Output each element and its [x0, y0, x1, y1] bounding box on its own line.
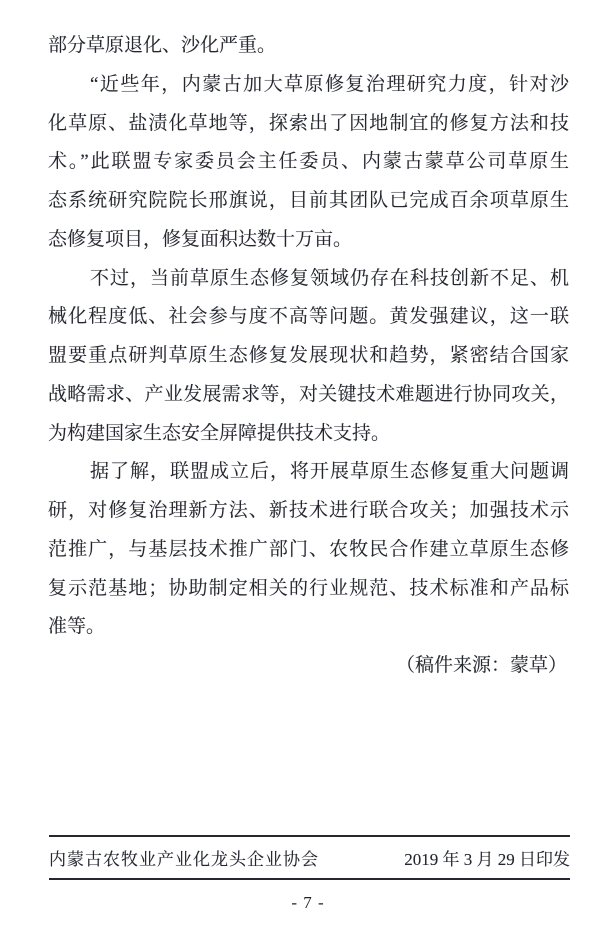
- text-line: 准等。: [48, 616, 106, 638]
- text-line: “近些年，内蒙古加大草原修复治理研究力度，针对沙: [90, 73, 569, 95]
- attribution-line: （稿件来源：蒙草）: [395, 655, 567, 676]
- footer-print-date: 2019 年 3 月 29 日印发: [404, 850, 570, 869]
- text-line: 研，对修复治理新方法、新技术进行联合攻关；加强技术示: [48, 500, 569, 521]
- text-line: 态系统研究院院长邢旗说，目前其团队已完成百余项草原生: [48, 190, 569, 211]
- text-line: 化草原、盐渍化草地等，探索出了因地制宜的修复方法和技: [48, 112, 569, 134]
- text-line: 战略需求、产业发展需求等，对关键技术难题进行协同攻关，: [48, 383, 569, 405]
- article-lines: [48, 27, 569, 647]
- text-line: 复示范基地；协助制定相关的行业规范、技术标准和产品标: [48, 577, 569, 599]
- text-line: 术。”此联盟专家委员会主任委员、内蒙古蒙草公司草原生: [48, 151, 569, 173]
- footer-organization: 内蒙古农牧业产业化龙头企业协会: [49, 850, 319, 869]
- text-line: 部分草原退化、沙化严重。: [48, 35, 277, 56]
- text-line: 态修复项目，修复面积达数十万亩。: [48, 228, 353, 250]
- page-footer: [49, 835, 570, 880]
- text-line: 不过，当前草原生态修复领域仍存在科技创新不足、机: [90, 267, 569, 289]
- text-line: 盟要重点研判草原生态修复发展现状和趋势，紧密结合国家: [48, 345, 569, 366]
- page-number: - 7 -: [291, 893, 325, 912]
- text-line: 据了解，联盟成立后，将开展草原生态修复重大问题调: [90, 461, 569, 483]
- article-body: [48, 27, 569, 686]
- text-line: 为构建国家生态安全屏障提供技术支持。: [48, 422, 391, 444]
- text-line: 械化程度低、社会参与度不高等问题。黄发强建议，这一联: [48, 306, 569, 328]
- text-line: 范推广，与基层技术推广部门、农牧民合作建立草原生态修: [48, 538, 569, 560]
